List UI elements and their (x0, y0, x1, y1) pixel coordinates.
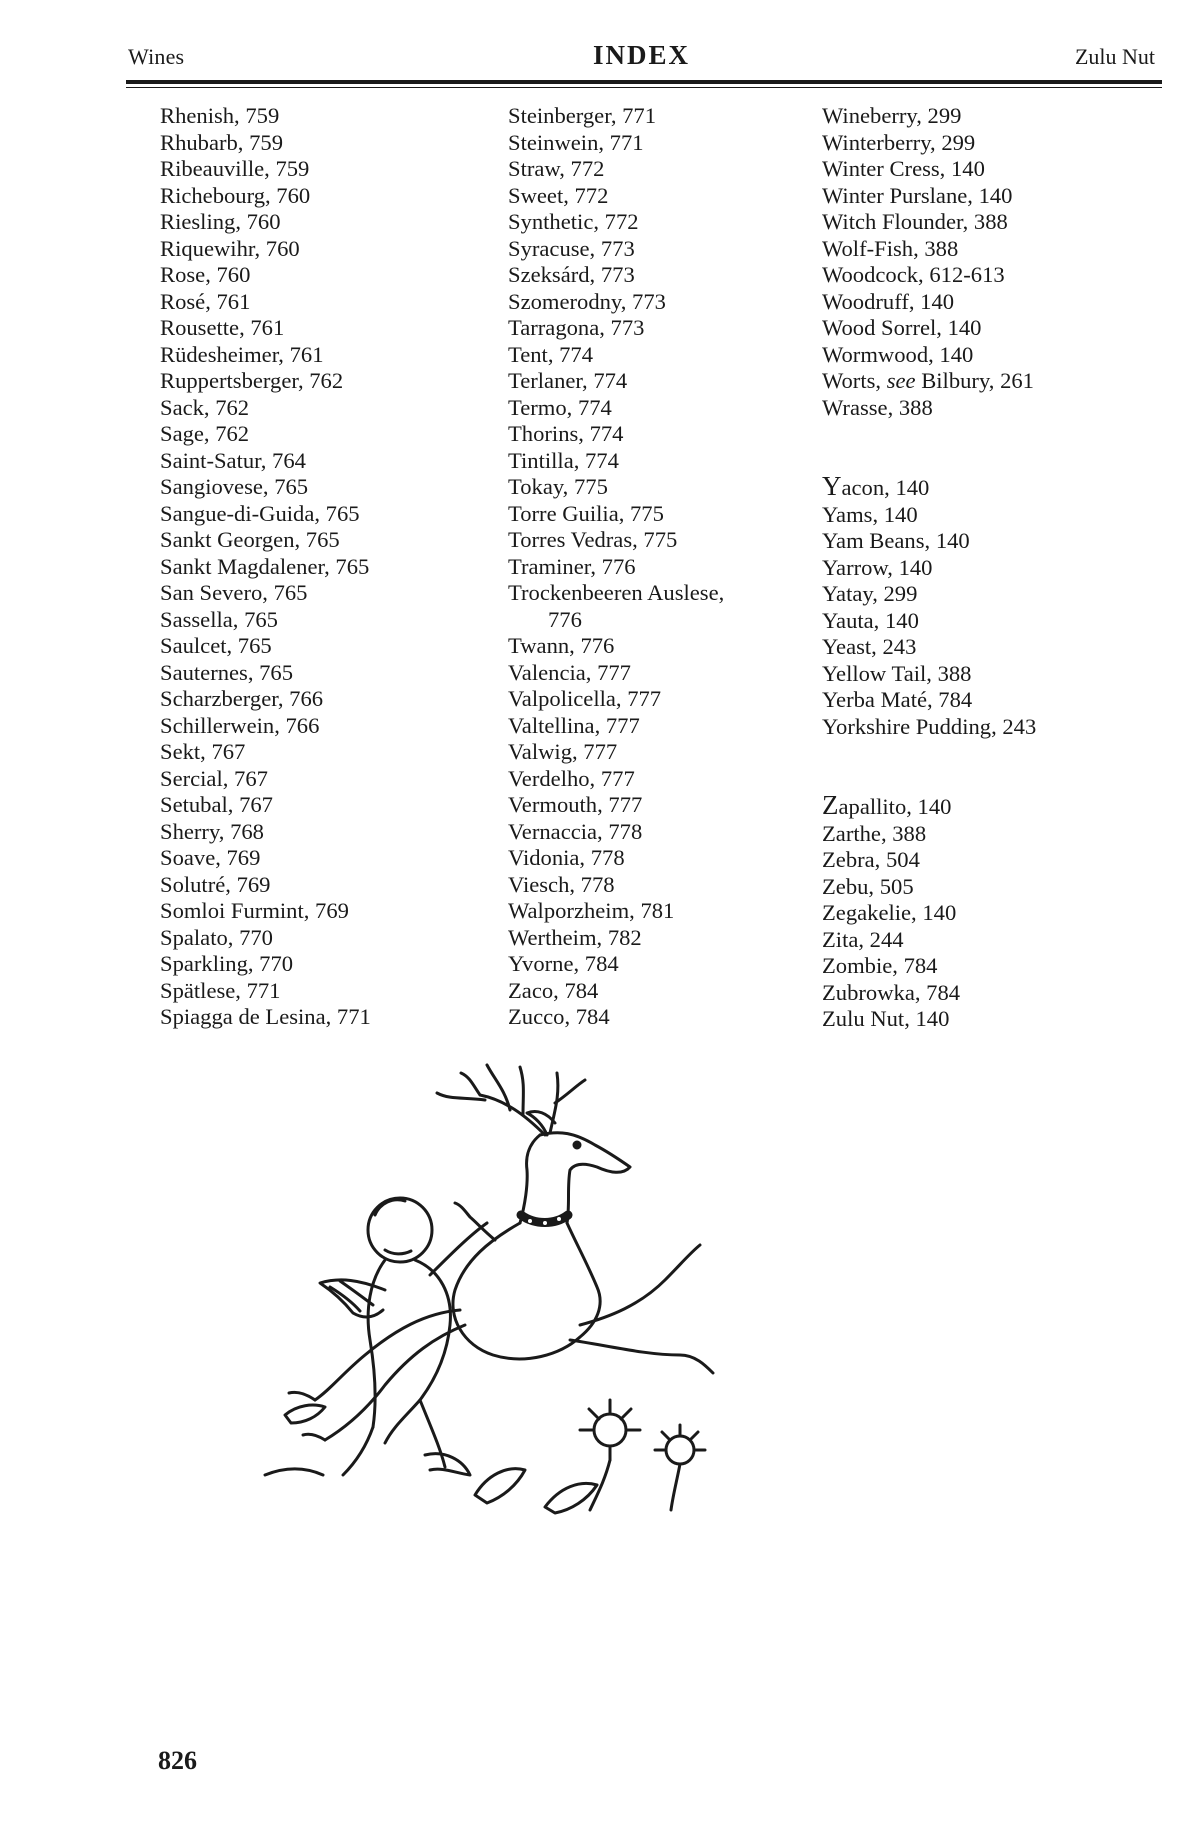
index-entry: Sangue-di-Guida, 765 (160, 500, 360, 526)
index-entry: Sankt Georgen, 765 (160, 527, 340, 552)
index-entry: Sercial, 767 (160, 765, 268, 791)
worts-prefix: Worts, (822, 368, 887, 393)
index-entry: Vidonia, 778 (508, 845, 625, 870)
index-entry: Sparkling, 770 (160, 951, 294, 976)
index-entry: Rhenish, 759 (160, 103, 280, 128)
index-column-1 (160, 103, 490, 1031)
section-gap (822, 766, 1162, 792)
index-entry: Zapallito, 140 (822, 790, 952, 820)
index-entry: Winterberry, 299 (822, 129, 976, 155)
index-entry: Riquewihr, 760 (160, 235, 300, 261)
index-entry: Riesling, 760 (160, 209, 281, 234)
index-entry: Yerba Maté, 784 (822, 687, 973, 712)
index-entry: Winter Purslane, 140 (822, 182, 1013, 208)
index-entry: Vermouth, 777 (508, 792, 643, 817)
running-head-left: Wines (128, 44, 185, 69)
index-entry: Yeast, 243 (822, 634, 917, 659)
index-entry: Zarthe, 388 (822, 820, 927, 846)
index-entry: Sangiovese, 765 (160, 474, 309, 499)
index-entry: Szomerodny, 773 (508, 288, 666, 314)
index-entry: Woodcock, 612-613 (822, 262, 1005, 287)
index-entry: Zita, 244 (822, 926, 904, 952)
index-entry: Wertheim, 782 (508, 924, 642, 950)
index-entry: Synthetic, 772 (508, 209, 639, 234)
index-entry: Yvorne, 784 (508, 951, 619, 976)
index-entry: Yacon, 140 (822, 471, 930, 501)
index-entry: Valencia, 777 (508, 659, 631, 685)
index-entry: Sack, 762 (160, 394, 250, 420)
index-entry: Sage, 762 (160, 421, 250, 446)
index-entry: Trockenbeeren Auslese, (508, 580, 725, 605)
index-entry: Witch Flounder, 388 (822, 209, 1008, 234)
header-rule-thin (126, 87, 1162, 88)
index-entry: Setubal, 767 (160, 792, 273, 817)
index-entry: Zucco, 784 (508, 1004, 610, 1029)
index-entry: Sekt, 767 (160, 739, 246, 764)
index-entry: Steinwein, 771 (508, 129, 644, 155)
see-reference: see (886, 368, 916, 393)
index-entry: Straw, 772 (508, 156, 605, 181)
index-entry: Tarragona, 773 (508, 315, 645, 340)
index-entry: Wormwood, 140 (822, 341, 974, 367)
index-entry: Solutré, 769 (160, 871, 271, 897)
index-entry: Spiagga de Lesina, 771 (160, 1004, 371, 1029)
index-entry: Spätlese, 771 (160, 977, 281, 1003)
index-entry: Schillerwein, 766 (160, 712, 320, 738)
header-rule-thick (126, 80, 1162, 84)
index-entry: Ruppertsberger, 762 (160, 368, 344, 393)
index-entry: Woodruff, 140 (822, 288, 955, 314)
index-entry: Somloi Furmint, 769 (160, 898, 349, 923)
index-entry: Wineberry, 299 (822, 103, 962, 128)
index-entry: Torres Vedras, 775 (508, 527, 678, 552)
index-entry: Zulu Nut, 140 (822, 1006, 950, 1031)
index-entry: Wrasse, 388 (822, 394, 933, 420)
index-entry: Torre Guilia, 775 (508, 500, 664, 526)
index-entry: Yarrow, 140 (822, 554, 933, 580)
index-entry: Szeksárd, 773 (508, 262, 635, 287)
running-head-title: INDEX (592, 40, 690, 70)
index-entry: Termo, 774 (508, 394, 612, 420)
index-entry: Wolf-Fish, 388 (822, 235, 959, 261)
index-entry-continuation: 776 (548, 606, 582, 632)
index-entry: Verdelho, 777 (508, 765, 635, 791)
section-y (822, 473, 1162, 740)
index-column-3 (822, 103, 1162, 1033)
index-entry: Tintilla, 774 (508, 447, 619, 473)
index-entry: Yams, 140 (822, 501, 918, 527)
index-entry: Saulcet, 765 (160, 633, 272, 658)
index-entry: Zombie, 784 (822, 953, 938, 978)
section-gap (822, 740, 1162, 766)
section-gap (822, 421, 1162, 447)
index-entry: Yorkshire Pudding, 243 (822, 713, 1037, 739)
index-entry: Sankt Magdalener, 765 (160, 553, 370, 579)
index-entry: Wood Sorrel, 140 (822, 315, 982, 340)
index-entry: Valwig, 777 (508, 739, 618, 764)
index-entry: Vernaccia, 778 (508, 818, 643, 844)
index-entry: Sherry, 768 (160, 818, 264, 844)
index-entry: Spalato, 770 (160, 924, 273, 950)
index-entry: Rousette, 761 (160, 315, 285, 340)
index-entry: Rose, 760 (160, 262, 251, 287)
index-entry: Tokay, 775 (508, 474, 608, 499)
page-number: 826 (158, 1746, 197, 1775)
index-entry: Valtellina, 777 (508, 712, 640, 738)
worts-target: Bilbury, 261 (915, 368, 1034, 393)
index-entry: Yam Beans, 140 (822, 528, 970, 553)
index-entry: Sauternes, 765 (160, 659, 294, 685)
index-entry: Rosé, 761 (160, 288, 251, 314)
cherub-and-stag-engraving-icon (225, 1055, 825, 1515)
index-entry: Winter Cress, 140 (822, 156, 985, 181)
section-gap (822, 447, 1162, 473)
index-entry: Rüdesheimer, 761 (160, 341, 324, 367)
index-entry: Thorins, 774 (508, 421, 624, 446)
index-entry: Soave, 769 (160, 845, 261, 870)
index-entry: Zebu, 505 (822, 873, 914, 899)
index-entry: Rhubarb, 759 (160, 129, 283, 155)
section-z (822, 792, 1162, 1033)
running-head (128, 40, 1155, 74)
index-entry: Viesch, 778 (508, 871, 615, 897)
index-entry: Saint-Satur, 764 (160, 447, 306, 473)
index-entry: Ribeauville, 759 (160, 156, 310, 181)
index-entry: Yellow Tail, 388 (822, 660, 972, 686)
index-entry: Sassella, 765 (160, 606, 278, 632)
section-w (822, 103, 1162, 421)
index-entry: Sweet, 772 (508, 182, 609, 208)
index-entry: Yauta, 140 (822, 607, 919, 633)
index-column-2 (508, 103, 828, 1031)
index-entry: Yatay, 299 (822, 581, 918, 606)
index-entry: Zegakelie, 140 (822, 900, 957, 925)
index-entry: Zubrowka, 784 (822, 979, 961, 1005)
index-entry: Syracuse, 773 (508, 235, 635, 261)
index-entry: Valpolicella, 777 (508, 686, 662, 711)
index-entry: Steinberger, 771 (508, 103, 657, 128)
index-entry: Zaco, 784 (508, 977, 599, 1003)
index-entry: Tent, 774 (508, 341, 594, 367)
index-entry: Terlaner, 774 (508, 368, 628, 393)
index-entry: Twann, 776 (508, 633, 615, 658)
index-entry: Traminer, 776 (508, 553, 636, 579)
index-entry: Richebourg, 760 (160, 182, 311, 208)
index-entry: Walporzheim, 781 (508, 898, 675, 923)
index-entry: San Severo, 765 (160, 580, 308, 605)
running-head-right: Zulu Nut (1074, 44, 1155, 69)
index-entry: Scharzberger, 766 (160, 686, 324, 711)
index-entry-cross-reference (822, 368, 1162, 395)
index-entry: Zebra, 504 (822, 847, 920, 872)
